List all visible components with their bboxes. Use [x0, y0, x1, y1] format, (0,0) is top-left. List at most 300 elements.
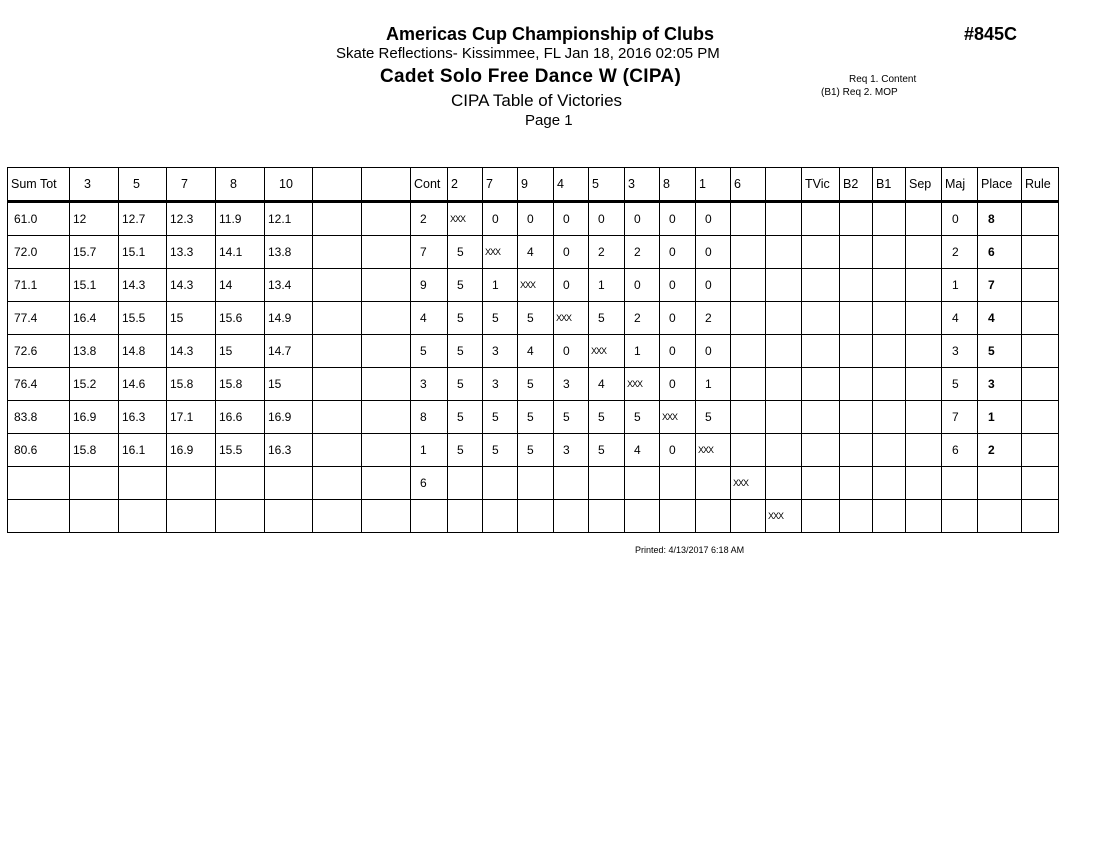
- column-header: Rule: [1022, 168, 1059, 202]
- table-cell: [942, 500, 978, 533]
- table-cell: [589, 500, 625, 533]
- table-cell: [942, 467, 978, 500]
- column-header: 8: [660, 168, 696, 202]
- table-cell: [1022, 368, 1059, 401]
- table-cell: [731, 368, 766, 401]
- table-cell: [265, 500, 313, 533]
- table-cell: 0: [589, 202, 625, 236]
- table-cell: [313, 401, 362, 434]
- table-cell: 13.8: [70, 335, 119, 368]
- table-cell: 16.3: [119, 401, 167, 434]
- column-header: [362, 168, 411, 202]
- table-cell: 16.9: [265, 401, 313, 434]
- table-cell: [313, 434, 362, 467]
- table-cell: [731, 269, 766, 302]
- table-cell: 5: [518, 302, 554, 335]
- place-cell: 3: [978, 368, 1022, 401]
- table-cell: 15.1: [70, 269, 119, 302]
- event-title: Cadet Solo Free Dance W (CIPA): [380, 66, 682, 87]
- column-header: 5: [589, 168, 625, 202]
- table-cell: 5: [518, 434, 554, 467]
- column-header: 5: [119, 168, 167, 202]
- place-cell: 7: [978, 269, 1022, 302]
- column-header: 10: [265, 168, 313, 202]
- table-cell: 0: [660, 269, 696, 302]
- table-cell: 7: [411, 236, 448, 269]
- table-cell: 14.6: [119, 368, 167, 401]
- table-cell: 1: [696, 368, 731, 401]
- table-cell: [840, 202, 873, 236]
- table-cell: 5: [411, 335, 448, 368]
- self-comparison-cell: XXX: [483, 236, 518, 269]
- place-cell: 5: [978, 335, 1022, 368]
- table-cell: [313, 236, 362, 269]
- table-cell: 0: [625, 202, 660, 236]
- table-cell: [362, 269, 411, 302]
- table-cell: [1022, 434, 1059, 467]
- table-cell: [483, 500, 518, 533]
- table-cell: 5: [448, 335, 483, 368]
- table-cell: 0: [696, 202, 731, 236]
- table-cell: 6: [411, 467, 448, 500]
- table-cell: 5: [448, 368, 483, 401]
- table-cell: [873, 434, 906, 467]
- table-cell: [1022, 202, 1059, 236]
- column-header: 6: [731, 168, 766, 202]
- table-cell: [766, 202, 802, 236]
- table-cell: 14.3: [167, 335, 216, 368]
- table-cell: [731, 302, 766, 335]
- place-cell: 8: [978, 202, 1022, 236]
- table-cell: [313, 269, 362, 302]
- table-cell: [873, 202, 906, 236]
- table-cell: [119, 467, 167, 500]
- table-cell: [840, 269, 873, 302]
- table-cell: 6: [942, 434, 978, 467]
- table-cell: [1022, 236, 1059, 269]
- table-cell: 15.8: [167, 368, 216, 401]
- table-cell: 14.1: [216, 236, 265, 269]
- table-cell: [906, 434, 942, 467]
- table-cell: [1022, 401, 1059, 434]
- table-cell: [362, 434, 411, 467]
- table-cell: [906, 368, 942, 401]
- table-cell: [411, 500, 448, 533]
- table-cell: 3: [554, 434, 589, 467]
- table-cell: 3: [483, 368, 518, 401]
- table-cell: [802, 467, 840, 500]
- table-cell: 5: [448, 302, 483, 335]
- table-title: CIPA Table of Victories: [451, 91, 623, 110]
- table-cell: [1022, 269, 1059, 302]
- table-cell: 0: [660, 302, 696, 335]
- table-cell: [906, 335, 942, 368]
- table-cell: 2: [696, 302, 731, 335]
- table-cell: [313, 335, 362, 368]
- table-cell: [265, 467, 313, 500]
- table-cell: [840, 302, 873, 335]
- table-row: [8, 269, 1059, 302]
- table-cell: 4: [625, 434, 660, 467]
- table-cell: 3: [483, 335, 518, 368]
- table-cell: 5: [483, 401, 518, 434]
- table-cell: [731, 401, 766, 434]
- table-cell: [802, 236, 840, 269]
- table-cell: [1022, 302, 1059, 335]
- column-header: Sum Tot: [8, 168, 70, 202]
- column-header: 4: [554, 168, 589, 202]
- table-cell: 3: [942, 335, 978, 368]
- table-cell: 5: [448, 269, 483, 302]
- table-row: [8, 467, 1059, 500]
- table-cell: [313, 500, 362, 533]
- table-cell: [362, 202, 411, 236]
- table-cell: [313, 202, 362, 236]
- table-cell: 4: [589, 368, 625, 401]
- table-cell: 0: [483, 202, 518, 236]
- table-cell: [906, 269, 942, 302]
- table-cell: [362, 401, 411, 434]
- table-cell: 16.9: [167, 434, 216, 467]
- place-cell: 1: [978, 401, 1022, 434]
- table-cell: [660, 467, 696, 500]
- table-cell: 83.8: [8, 401, 70, 434]
- table-row: [8, 434, 1059, 467]
- table-cell: [448, 500, 483, 533]
- table-cell: [731, 202, 766, 236]
- table-cell: 1: [625, 335, 660, 368]
- table-cell: [906, 302, 942, 335]
- table-cell: [802, 202, 840, 236]
- column-header: [766, 168, 802, 202]
- table-cell: [589, 467, 625, 500]
- table-cell: [1022, 467, 1059, 500]
- table-cell: [766, 401, 802, 434]
- table-cell: 71.1: [8, 269, 70, 302]
- table-cell: [873, 467, 906, 500]
- table-cell: [766, 335, 802, 368]
- table-row: [8, 368, 1059, 401]
- table-cell: 5: [589, 401, 625, 434]
- table-cell: 16.9: [70, 401, 119, 434]
- table-cell: [802, 434, 840, 467]
- table-cell: [766, 269, 802, 302]
- column-header: 1: [696, 168, 731, 202]
- self-comparison-cell: XXX: [625, 368, 660, 401]
- table-cell: 5: [554, 401, 589, 434]
- table-cell: 61.0: [8, 202, 70, 236]
- table-cell: [840, 434, 873, 467]
- table-cell: 15.8: [216, 368, 265, 401]
- table-cell: 0: [518, 202, 554, 236]
- table-row: [8, 500, 1059, 533]
- victories-table: [7, 167, 1059, 533]
- column-header: Place: [978, 168, 1022, 202]
- self-comparison-cell: XXX: [589, 335, 625, 368]
- table-cell: [906, 202, 942, 236]
- self-comparison-cell: XXX: [554, 302, 589, 335]
- column-header: 8: [216, 168, 265, 202]
- table-cell: [873, 335, 906, 368]
- table-row: [8, 401, 1059, 434]
- table-cell: 14.3: [167, 269, 216, 302]
- table-cell: 15.8: [70, 434, 119, 467]
- table-cell: 9: [411, 269, 448, 302]
- place-cell: [978, 500, 1022, 533]
- place-cell: 2: [978, 434, 1022, 467]
- column-header: 2: [448, 168, 483, 202]
- self-comparison-cell: XXX: [448, 202, 483, 236]
- self-comparison-cell: XXX: [766, 500, 802, 533]
- column-header: B1: [873, 168, 906, 202]
- table-cell: [802, 401, 840, 434]
- table-cell: [362, 335, 411, 368]
- table-cell: 1: [483, 269, 518, 302]
- table-cell: 0: [660, 368, 696, 401]
- table-cell: [70, 467, 119, 500]
- table-cell: 0: [696, 236, 731, 269]
- table-cell: 12: [70, 202, 119, 236]
- table-cell: [840, 236, 873, 269]
- table-cell: [362, 302, 411, 335]
- competition-title: Americas Cup Championship of Clubs: [385, 24, 715, 44]
- self-comparison-cell: XXX: [731, 467, 766, 500]
- table-cell: [873, 269, 906, 302]
- table-cell: [840, 500, 873, 533]
- table-cell: 0: [554, 236, 589, 269]
- table-cell: [625, 500, 660, 533]
- table-cell: 13.3: [167, 236, 216, 269]
- table-cell: 14.7: [265, 335, 313, 368]
- table-cell: 0: [660, 236, 696, 269]
- table-cell: 5: [696, 401, 731, 434]
- table-cell: [8, 500, 70, 533]
- table-cell: [1022, 500, 1059, 533]
- table-cell: [518, 467, 554, 500]
- table-cell: [766, 467, 802, 500]
- place-cell: [978, 467, 1022, 500]
- table-cell: 5: [483, 434, 518, 467]
- table-cell: 15.7: [70, 236, 119, 269]
- table-cell: 14.3: [119, 269, 167, 302]
- table-cell: 2: [589, 236, 625, 269]
- table-cell: [119, 500, 167, 533]
- column-header: 7: [167, 168, 216, 202]
- table-cell: 16.4: [70, 302, 119, 335]
- table-cell: 16.6: [216, 401, 265, 434]
- table-cell: 4: [942, 302, 978, 335]
- table-cell: 0: [942, 202, 978, 236]
- table-cell: 15.6: [216, 302, 265, 335]
- table-cell: [766, 368, 802, 401]
- column-header: 3: [625, 168, 660, 202]
- column-header: [313, 168, 362, 202]
- table-cell: 14.8: [119, 335, 167, 368]
- table-cell: 16.3: [265, 434, 313, 467]
- table-cell: 15: [265, 368, 313, 401]
- table-cell: [362, 236, 411, 269]
- column-header: TVic: [802, 168, 840, 202]
- table-cell: [873, 401, 906, 434]
- table-cell: 72.0: [8, 236, 70, 269]
- table-cell: [906, 500, 942, 533]
- table-cell: 76.4: [8, 368, 70, 401]
- table-cell: [840, 401, 873, 434]
- table-cell: 5: [518, 401, 554, 434]
- table-cell: 5: [589, 302, 625, 335]
- table-cell: 72.6: [8, 335, 70, 368]
- requirement-1: Req 1. Content: [849, 74, 917, 85]
- table-cell: 2: [411, 202, 448, 236]
- table-cell: [448, 467, 483, 500]
- table-cell: [873, 368, 906, 401]
- table-row: [8, 202, 1059, 236]
- table-cell: 12.7: [119, 202, 167, 236]
- table-cell: [660, 500, 696, 533]
- table-cell: 12.3: [167, 202, 216, 236]
- table-cell: 1: [411, 434, 448, 467]
- column-header: 3: [70, 168, 119, 202]
- table-cell: [766, 236, 802, 269]
- table-cell: [802, 500, 840, 533]
- table-cell: 3: [411, 368, 448, 401]
- table-cell: 0: [625, 269, 660, 302]
- table-cell: [362, 467, 411, 500]
- table-cell: 14: [216, 269, 265, 302]
- table-cell: [802, 368, 840, 401]
- column-header: Sep: [906, 168, 942, 202]
- table-cell: [873, 302, 906, 335]
- self-comparison-cell: XXX: [696, 434, 731, 467]
- table-cell: 15: [167, 302, 216, 335]
- column-header: 7: [483, 168, 518, 202]
- table-cell: 15.5: [119, 302, 167, 335]
- table-cell: 15.1: [119, 236, 167, 269]
- table-cell: 4: [518, 236, 554, 269]
- table-cell: 15.5: [216, 434, 265, 467]
- table-cell: [731, 500, 766, 533]
- table-cell: [216, 500, 265, 533]
- table-cell: [766, 302, 802, 335]
- table-cell: [840, 368, 873, 401]
- table-cell: 2: [942, 236, 978, 269]
- table-cell: [802, 269, 840, 302]
- table-cell: 0: [660, 434, 696, 467]
- table-cell: [802, 335, 840, 368]
- table-cell: 15: [216, 335, 265, 368]
- table-row: [8, 236, 1059, 269]
- table-cell: 4: [518, 335, 554, 368]
- table-cell: 2: [625, 302, 660, 335]
- self-comparison-cell: XXX: [518, 269, 554, 302]
- table-cell: 15.2: [70, 368, 119, 401]
- table-cell: [167, 500, 216, 533]
- table-cell: [216, 467, 265, 500]
- table-cell: [873, 236, 906, 269]
- column-header: Cont: [411, 168, 448, 202]
- table-cell: 8: [411, 401, 448, 434]
- table-cell: 12.1: [265, 202, 313, 236]
- place-cell: 6: [978, 236, 1022, 269]
- column-header: 9: [518, 168, 554, 202]
- table-cell: 0: [696, 269, 731, 302]
- table-cell: 5: [483, 302, 518, 335]
- table-cell: [802, 302, 840, 335]
- table-cell: [554, 500, 589, 533]
- table-cell: 2: [625, 236, 660, 269]
- table-cell: [362, 368, 411, 401]
- printed-timestamp: Printed: 4/13/2017 6:18 AM: [635, 545, 745, 555]
- table-cell: [313, 467, 362, 500]
- table-cell: 1: [589, 269, 625, 302]
- table-cell: 13.8: [265, 236, 313, 269]
- column-header: Maj: [942, 168, 978, 202]
- table-cell: [906, 401, 942, 434]
- table-cell: [906, 236, 942, 269]
- table-cell: [731, 236, 766, 269]
- table-cell: [625, 467, 660, 500]
- table-cell: 77.4: [8, 302, 70, 335]
- table-cell: [1022, 335, 1059, 368]
- table-cell: 5: [448, 434, 483, 467]
- table-cell: [554, 467, 589, 500]
- page-number: Page 1: [525, 112, 573, 129]
- table-cell: 11.9: [216, 202, 265, 236]
- venue-date: Skate Reflections- Kissimmee, FL Jan 18, 2016 02:05 PM: [336, 45, 720, 62]
- table-cell: 5: [448, 236, 483, 269]
- table-cell: 5: [942, 368, 978, 401]
- event-number: #845C: [964, 24, 1018, 44]
- table-cell: [313, 302, 362, 335]
- table-cell: 3: [554, 368, 589, 401]
- table-cell: [906, 467, 942, 500]
- table-cell: 14.9: [265, 302, 313, 335]
- table-cell: [731, 335, 766, 368]
- table-cell: 16.1: [119, 434, 167, 467]
- table-cell: 13.4: [265, 269, 313, 302]
- place-cell: 4: [978, 302, 1022, 335]
- table-cell: [696, 500, 731, 533]
- table-cell: 5: [518, 368, 554, 401]
- table-cell: 0: [554, 202, 589, 236]
- table-row: [8, 302, 1059, 335]
- table-cell: [8, 467, 70, 500]
- self-comparison-cell: XXX: [660, 401, 696, 434]
- table-cell: [696, 467, 731, 500]
- table-cell: [313, 368, 362, 401]
- table-cell: 0: [660, 335, 696, 368]
- table-cell: 0: [554, 269, 589, 302]
- table-cell: 17.1: [167, 401, 216, 434]
- table-cell: 0: [660, 202, 696, 236]
- table-cell: 7: [942, 401, 978, 434]
- column-header: B2: [840, 168, 873, 202]
- table-cell: 0: [696, 335, 731, 368]
- table-cell: [731, 434, 766, 467]
- table-cell: 5: [589, 434, 625, 467]
- table-cell: [766, 434, 802, 467]
- table-cell: 80.6: [8, 434, 70, 467]
- table-cell: [840, 335, 873, 368]
- table-cell: 4: [411, 302, 448, 335]
- table-row: [8, 335, 1059, 368]
- table-cell: 0: [554, 335, 589, 368]
- table-cell: [483, 467, 518, 500]
- table-cell: [518, 500, 554, 533]
- requirement-2: (B1) Req 2. MOP: [821, 87, 898, 98]
- header-row: [8, 168, 1059, 202]
- table-cell: [362, 500, 411, 533]
